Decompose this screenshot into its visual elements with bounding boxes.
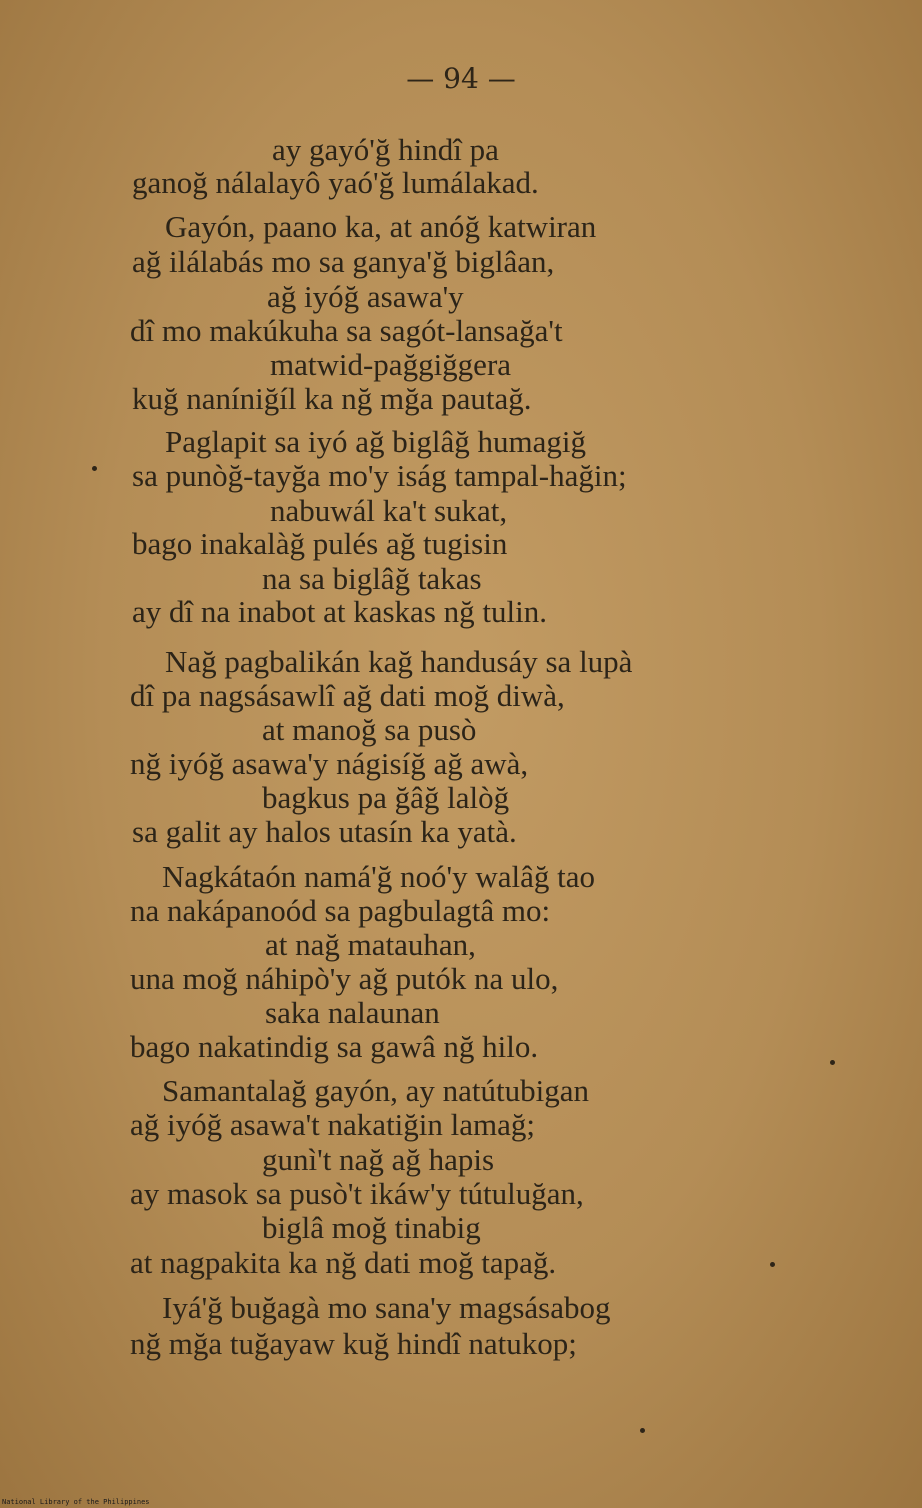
poem-line: ağ ilálabás mo sa ganya'ğ biglâan, <box>132 244 555 279</box>
poem-line: gunì't nağ ağ hapis <box>262 1142 495 1177</box>
poem-line: Iyá'ğ buğagà mo sana'y magsásabog <box>162 1290 611 1325</box>
poem-line: na sa biglâğ takas <box>262 561 482 596</box>
poem-line: Gayón, paano ka, at anóğ katwiran <box>165 209 597 244</box>
poem-line: Paglapit sa iyó ağ biglâğ humagiğ <box>165 424 587 459</box>
poem-line: Samantalağ gayón, ay natútubigan <box>162 1073 589 1108</box>
poem-line: nabuwál ka't sukat, <box>270 493 508 528</box>
poem-line: dî mo makúkuha sa sagót-lansağa't <box>130 313 563 348</box>
poem-line: ağ iyóğ asawa't nakatiğin lamağ; <box>130 1107 536 1142</box>
poem-line: biglâ moğ tinabig <box>262 1210 481 1245</box>
poem-line: nğ mğa tuğayaw kuğ hindî natukop; <box>130 1326 577 1361</box>
poem-line: bago inakalàğ pulés ağ tugisin <box>132 526 508 561</box>
poem-line: bago nakatindig sa gawâ nğ hilo. <box>130 1029 539 1064</box>
poem-line: ağ iyóğ asawa'y <box>267 279 464 314</box>
poem-line: ganoğ nálalayô yaó'ğ lumálakad. <box>132 165 539 200</box>
poem-line: Nagkátaón namá'ğ noó'y walâğ tao <box>162 859 595 894</box>
poem-line: ay masok sa pusò't ikáw'y tútuluğan, <box>130 1176 584 1211</box>
poem-line: ay gayó'ğ hindî pa <box>272 132 499 167</box>
poem-line: sa punòğ-tayğa mo'y iság tampal-hağin; <box>132 458 627 493</box>
poem-line: at manoğ sa pusò <box>262 712 477 747</box>
ink-speck <box>830 1060 835 1065</box>
poem-line: Nağ pagbalikán kağ handusáy sa lupà <box>165 644 633 679</box>
poem-line: nğ iyóğ asawa'y nágisíğ ağ awà, <box>130 746 529 781</box>
poem-line: dî pa nagsásawlî ağ dati moğ diwà, <box>130 678 565 713</box>
poem-line: una moğ náhipò'y ağ putók na ulo, <box>130 961 559 996</box>
poem-line: at nagpakita ka nğ dati moğ tapağ. <box>130 1245 557 1280</box>
poem-line: saka nalaunan <box>265 995 440 1030</box>
poem-line: bagkus pa ğâğ lalòğ <box>262 780 510 815</box>
ink-speck <box>770 1262 775 1267</box>
poem-line: ay dî na inabot at kaskas nğ tulin. <box>132 594 547 629</box>
poem-line: sa galit ay halos utasín ka yatà. <box>132 814 517 849</box>
ink-speck <box>92 466 97 471</box>
footer-credit: National Library of the Philippines <box>2 1498 150 1506</box>
page-number: — 94 — <box>406 62 516 95</box>
poem-line: kuğ naníniğíl ka nğ mğa pautağ. <box>132 381 532 416</box>
poem-line: matwid-pağgiğgera <box>270 347 512 382</box>
poem-line: at nağ matauhan, <box>265 927 476 962</box>
poem-line: na nakápanoód sa pagbulagtâ mo: <box>130 893 551 928</box>
ink-speck <box>640 1428 645 1433</box>
